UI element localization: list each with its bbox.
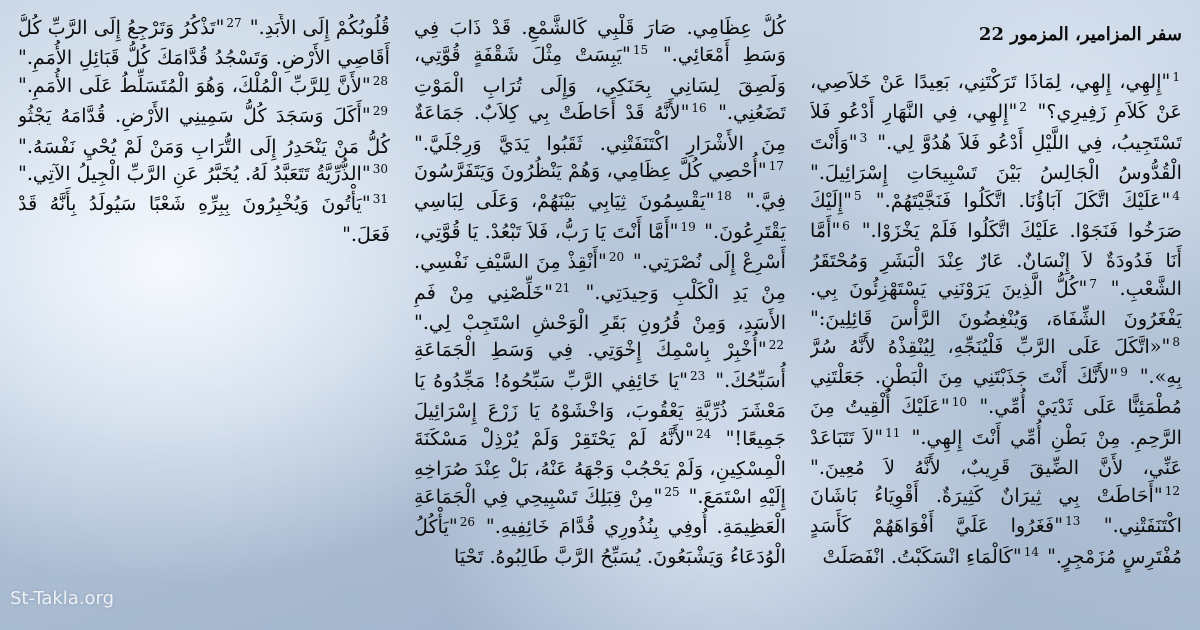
verse-number: 12 — [1164, 483, 1180, 498]
verse-number: 6 — [842, 219, 850, 234]
passage-title: سفر المزامير، المزمور 22 — [978, 24, 1182, 45]
text-column-left: قُلُوبُكُمْ إِلَى الأَبَدِ." $^{27}$"تَذْكُرُ وَتَرْجِعُ إِلَى الرَّبِّ كُلُّ أَقَاصِي الأَرْضِ. وَتَسْجُدُ قُدَّامَكَ كُلُّ قَبَائِلِ الأُمَمِ." $^{28}$"لأَنَّ لِلرَّبِّ الْمُلْكَ، وَهُوَ الْمُتَسَلِّطُ عَلَى الأُمَمِ." $^{29}$"أَكَلَ وَسَجَدَ كُلُّ سَمِينِي الأَرْضِ. قُدَّامَهُ يَجْثُو كُلُّ مَنْ يَنْحَدِرُ إِلَى التُّرَابِ وَمَنْ لَمْ يُحْيِ نَفْسَهُ." $^{30}$"الذُّرِّيَّةُ تَتَعَبَّدُ لَهُ. يُخَبَّرُ عَنِ الرَّبِّ الْجِيلُ الآتِي." $^{31}$"يَأْتُونَ وَيُخْبِرُونَ بِبِرِّهِ شَعْبًا سَيُولَدُ بِأَنَّهُ قَدْ فَعَلَ." — [18, 16, 390, 246]
verse-number: 3 — [859, 130, 868, 145]
passage-columns — [18, 14, 1182, 588]
verse-number: 27 — [226, 16, 242, 30]
verse-number: 19 — [680, 219, 696, 234]
site-watermark: St-Takla.org — [10, 588, 115, 609]
verse-number: 10 — [951, 395, 967, 410]
verse-number: 18 — [716, 189, 732, 204]
verse-number: 2 — [1019, 100, 1027, 115]
verse-number: 13 — [1065, 514, 1081, 529]
verse-number: 9 — [1120, 365, 1128, 380]
verse-number: 31 — [372, 192, 388, 207]
verse-number: 5 — [853, 188, 862, 203]
text-column-right: سفر المزامير، المزمور 22 $^1$"إِلهِي، إِلهِي، لِمَاذَا تَرَكْتَنِي، بَعِيدًا عَنْ خَلاَصِي، عَنْ كَلاَمِ زَفِيرِي؟" $^2$"إِلهِي، فِي النَّهَارِ أَدْعُو فَلاَ تَسْتَجِيبُ، فِي اللَّيْلِ أَدْعُو فَلاَ هُدُوَّ لِي." $^3$"وَأَنْتَ الْقُدُّوسُ الْجَالِسُ بَيْنَ تَسْبِيحَاتِ إِسْرَائِيلَ." $^4$"عَلَيْكَ اتَّكَلَ آبَاؤُنَا. اتَّكَلُوا فَنَجَّيْتَهُمْ." $^5$"إِلَيْكَ صَرَخُوا فَنَجَوْا. عَلَيْكَ اتَّكَلُوا فَلَمْ يَخْزَوْا." $^6$"أَمَّا أَنَا فَدُودَةٌ لاَ إِنْسَانٌ. عَارٌ عِنْدَ الْبَشَرِ وَمُحْتَقَرُ الشَّعْبِ." $^7$"كُلُّ الَّذِينَ يَرَوْنَنِي يَسْتَهْزِئُونَ بِي. يَفْغَرُونَ الشِّفَاهَ، وَيُنْغِضُونَ الرَّأْسَ قَائِلِينَ:" $^8$"«اتَّكَلَ عَلَى الرَّبِّ فَلْيُنَجِّهِ، لِيُنْقِذْهُ لأَنَّهُ سُرَّ بِهِ»." $^9$"لأَنَّكَ أَنْتَ جَذَبْتَنِي مِنَ الْبَطْنِ. جَعَلْتَنِي مُطْمَئِنًّا عَلَى ثَدْيَيْ أُمِّي." $^{10}$"عَلَيْكَ أُلْقِيتُ مِنَ الرَّحِمِ. مِنْ بَطْنِ أُمِّي أَنْتَ إِلهِي." $^{11}$"لاَ تَتَبَاعَدْ عَنِّي، لأَنَّ الضِّيقَ قَرِيبٌ، لأَنَّهُ لاَ مُعِينَ." $^{12}$"أَحَاطَتْ بِي ثِيرَانٌ كَثِيرَةٌ. أَقْوِيَاءُ بَاشَانَ اكْتَنَفَتْنِي." $^{13}$"فَغَرُوا عَلَيَّ أَفْوَاهَهُمْ كَأَسَدٍ مُفْتَرِسٍ مُزَمْجِرٍ." $^{14}$"كَالْمَاءِ انْسَكَبْتُ. انْفَصَلَتْ — [810, 14, 1182, 588]
verse-number: 24 — [695, 426, 712, 441]
verse-number: 22 — [768, 338, 784, 353]
verse-number: 23 — [689, 368, 706, 383]
verse-number: 28 — [372, 73, 388, 88]
verse-number: 20 — [608, 250, 625, 265]
verse-number: 4 — [1172, 188, 1181, 203]
verse-number: 16 — [691, 101, 707, 116]
verse-number: 21 — [554, 280, 571, 295]
verse-number: 7 — [1089, 276, 1097, 291]
verse-number: 26 — [459, 514, 475, 529]
verse-number: 11 — [885, 425, 901, 440]
verse-number: 15 — [632, 43, 649, 58]
verse-number: 8 — [1172, 334, 1180, 349]
verse-number: 30 — [372, 162, 388, 177]
verse-number: 25 — [664, 484, 680, 499]
verse-number: 14 — [1023, 544, 1039, 559]
verse-number: 17 — [768, 159, 784, 174]
verse-number: 29 — [372, 104, 388, 119]
text-column-middle: كُلُّ عِظَامِي. صَارَ قَلْبِي كَالشَّمْعِ. قَدْ ذَابَ فِي وَسَطِ أَمْعَائِي." $^{15}$"يَبِسَتْ مِثْلَ شَقْفَةٍ قُوَّتِي، وَلَصِقَ لِسَانِي بِحَنَكِي، وَإِلَى تُرَابِ الْمَوْتِ تَضَعُنِي." $^{16}$"لأَنَّهُ قَدْ أَحَاطَتْ بِي كِلاَبٌ. جَمَاعَةٌ مِنَ الأَشْرَارِ اكْتَنَفَتْنِي. ثَقَبُوا يَدَيَّ وَرِجْلَيَّ." $^{17}$"أُحْصِي كُلَّ عِظَامِي، وَهُمْ يَنْظُرُونَ وَيَتَفَرَّسُونَ فِيَّ." $^{18}$"يَقْسِمُونَ ثِيَابِي بَيْنَهُمْ، وَعَلَى لِبَاسِي يَقْتَرِعُونَ." $^{19}$"أَمَّا أَنْتَ يَا رَبُّ، فَلاَ تَبْعُدْ. يَا قُوَّتِي، أَسْرِعْ إِلَى نُصْرَتِي." $^{20}$"أَنْقِذْ مِنَ السَّيْفِ نَفْسِي. مِنْ يَدِ الْكَلْبِ وَحِيدَتِي." $^{21}$"خَلِّصْنِي مِنْ فَمِ الأَسَدِ، وَمِنْ قُرُونِ بَقَرِ الْوَحْشِ اسْتَجِبْ لِي." $^{22}$"أُخْبِرْ بِاسْمِكَ إِخْوَتِي. فِي وَسَطِ الْجَمَاعَةِ أُسَبِّحُكَ." $^{23}$"يَا خَائِفِي الرَّبِّ سَبِّحُوهُ! مَجِّدُوهُ يَا مَعْشَرَ ذُرِّيَّةِ يَعْقُوبَ، وَاخْشَوْهُ يَا زَرْعَ إِسْرَائِيلَ جَمِيعًا!" $^{24}$"لأَنَّهُ لَمْ يَحْتَقِرْ وَلَمْ يُرْذِلْ مَسْكَنَةَ الْمِسْكِينِ، وَلَمْ يَحْجُبْ وَجْهَهُ عَنْهُ، بَلْ عِنْدَ صُرَاخِهِ إِلَيْهِ اسْتَمَعَ." $^{25}$"مِنْ قِبَلِكَ تَسْبِيحِي فِي الْجَمَاعَةِ الْعَظِيمَةِ. أُوفِي بِنُذُورِي قُدَّامَ خَائِفِيهِ." $^{26}$"يَأْكُلُ الْوُدَعَاءُ وَيَشْبَعُونَ. يُسَبِّحُ الرَّبَّ طَالِبُوهُ. تَحْيَا — [414, 16, 786, 569]
verse-number: 1 — [1172, 70, 1181, 84]
